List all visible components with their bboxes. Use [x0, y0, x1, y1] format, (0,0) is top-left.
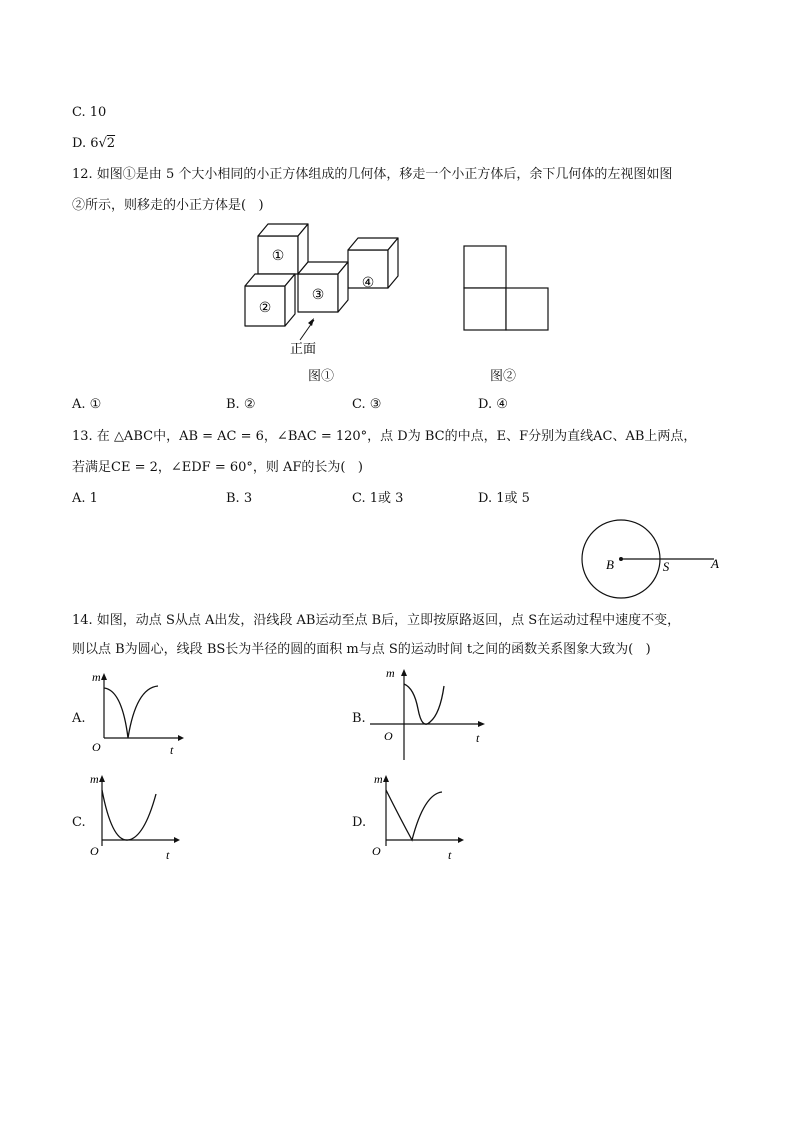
q13-stem-line1: 13. 在 △ABC中，AB = AC = 6，∠BAC = 120°，点 D为 BC的中点，E、F分别为直线AC、AB上两点， — [72, 429, 697, 444]
q14-option-b-label: B. — [352, 711, 366, 726]
q14-graph-a — [86, 668, 186, 758]
axis-m: m — [90, 772, 99, 786]
axis-t: t — [170, 743, 174, 757]
cube-label-2: ② — [258, 301, 272, 316]
q14-option-d-label: D. — [352, 815, 367, 830]
fig2-caption: 图② — [490, 369, 517, 384]
fig1-caption: 图① — [308, 369, 335, 384]
q14-option-a-label: A. — [72, 711, 86, 726]
q12-stem-line2: ②所示，则移走的小正方体是( ) — [72, 198, 264, 213]
point-a-label: A — [711, 556, 719, 571]
axis-m: m — [374, 772, 383, 786]
q14-option-c-label: C. — [72, 815, 86, 830]
q14-graph-d — [366, 768, 466, 864]
axis-origin: O — [372, 844, 381, 858]
q14-figure — [578, 516, 728, 604]
sqrt-sign: √ — [98, 136, 107, 151]
q14-graph-b — [366, 664, 492, 764]
q12-figure-2 — [460, 242, 552, 334]
point-b-label: B — [606, 557, 614, 572]
q13-option-d: D. 1或 5 — [478, 491, 530, 506]
q11-option-d — [72, 135, 115, 153]
cube-label-1: ① — [271, 249, 285, 264]
axis-m: m — [386, 666, 395, 680]
q11-option-d-radicand: 2 — [106, 136, 116, 151]
axis-t: t — [448, 848, 452, 862]
q14-stem-line1: 14. 如图，动点 S从点 A出发，沿线段 AB运动至点 B后，立即按原路返回，点 S在运动过程中速度不变， — [72, 613, 681, 628]
front-label: 正面 — [289, 341, 317, 356]
axis-origin: O — [384, 729, 393, 743]
q11-option-c: C. 10 — [72, 105, 107, 120]
q12-option-c: C. ③ — [352, 397, 382, 412]
q12-option-d: D. ④ — [478, 397, 508, 412]
q12-stem-line1: 12. 如图①是由 5 个大小相同的小正方体组成的几何体，移走一个小正方体后，余下几何体的左视图如图 — [72, 167, 673, 182]
axis-m: m — [92, 670, 101, 684]
axis-t: t — [166, 848, 170, 862]
q13-option-b: B. 3 — [226, 491, 253, 506]
q13-option-a: A. 1 — [72, 491, 98, 506]
point-s-label: S — [662, 559, 670, 574]
axis-t: t — [476, 731, 480, 745]
q14-graph-c — [86, 768, 186, 864]
axis-origin: O — [92, 740, 101, 754]
q11-option-d-prefix: D. 6 — [72, 136, 99, 151]
q13-stem-line2: 若满足CE = 2，∠EDF = 60°，则 AF的长为( ) — [72, 460, 363, 475]
q12-figure-1 — [230, 218, 420, 358]
axis-origin: O — [90, 844, 99, 858]
q12-option-a: A. ① — [72, 397, 102, 412]
q12-option-b: B. ② — [226, 397, 256, 412]
cube-label-3: ③ — [311, 288, 325, 303]
q14-stem-line2: 则以点 B为圆心，线段 BS长为半径的圆的面积 m与点 S的运动时间 t之间的函数关系图象大致为( ) — [72, 642, 651, 657]
cube-label-4: ④ — [361, 276, 375, 291]
q13-option-c: C. 1或 3 — [352, 491, 404, 506]
